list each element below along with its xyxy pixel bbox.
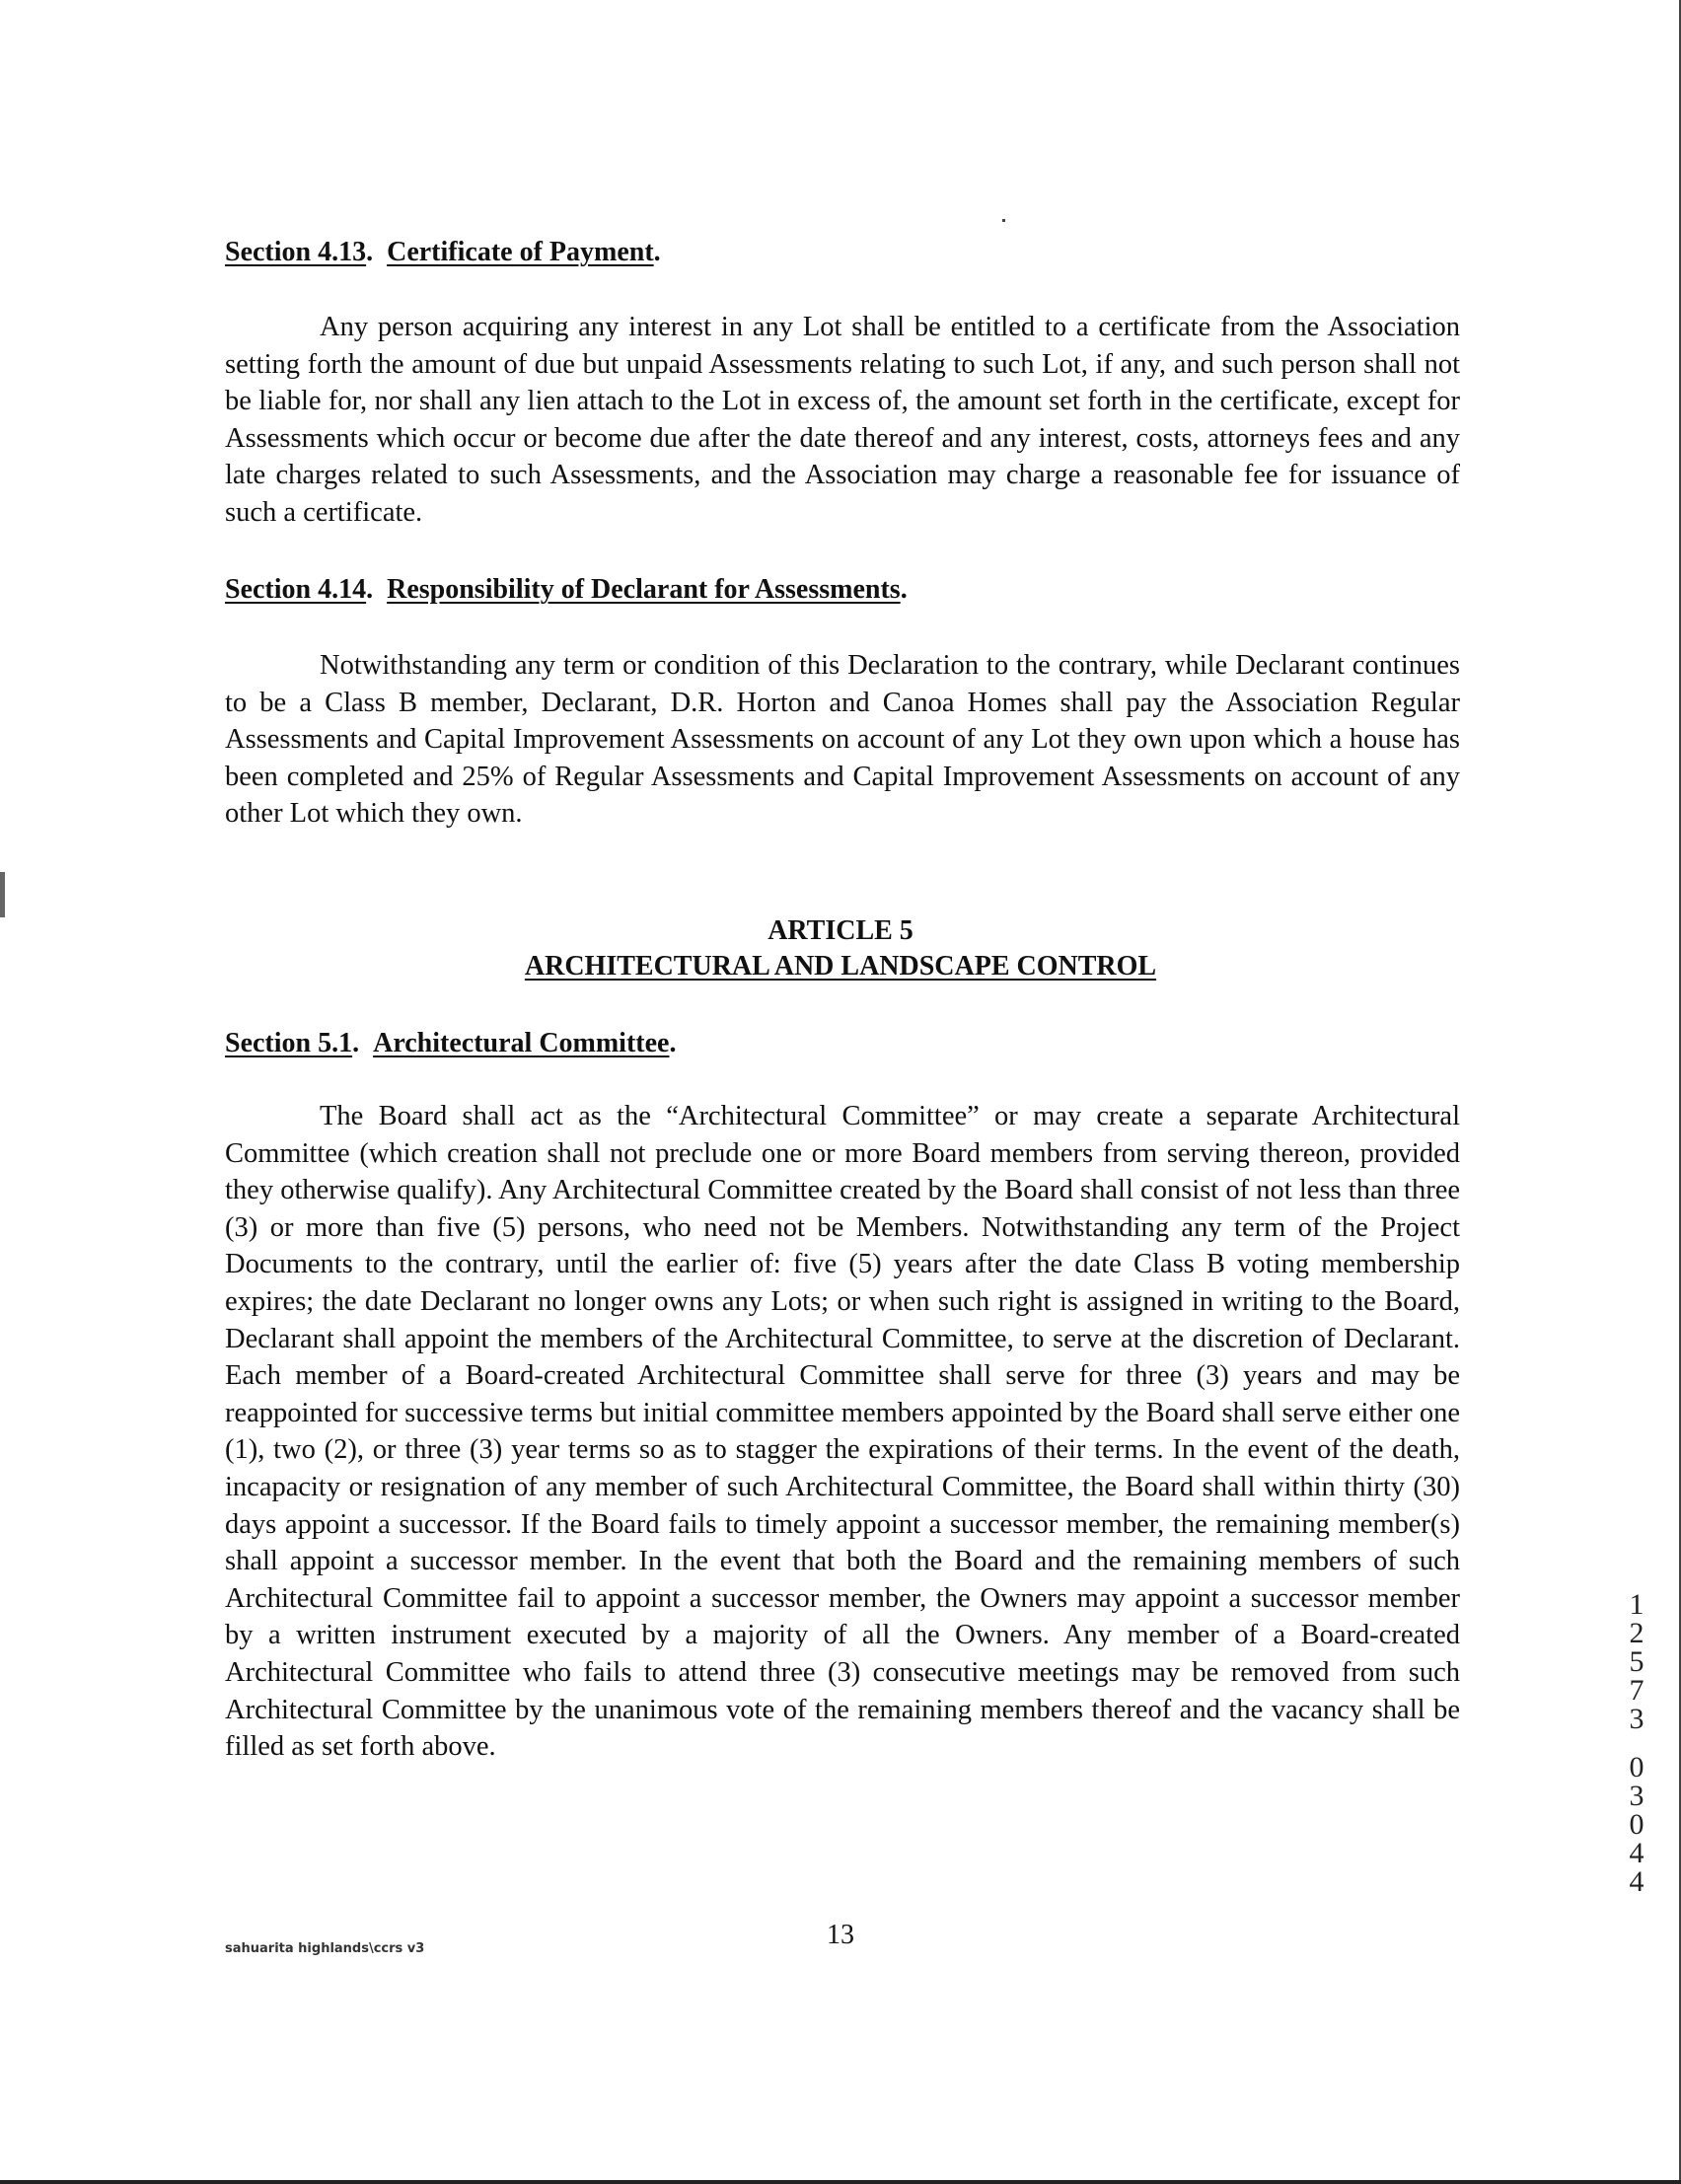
stamp-digit: 3 — [1629, 1780, 1644, 1812]
section-5-1-heading: Section 5.1. Architectural Committee. — [225, 1028, 677, 1058]
section-title: Certificate of Payment — [387, 237, 654, 267]
stamp-digit: 5 — [1629, 1645, 1644, 1678]
recording-stamp — [1620, 1590, 1653, 1896]
stamp-gap — [1620, 1733, 1653, 1753]
stamp-digit: 2 — [1629, 1617, 1644, 1649]
section-4-13-heading: Section 4.13. Certificate of Payment. — [225, 237, 661, 267]
stamp-digit: 3 — [1629, 1703, 1644, 1735]
section-4-14-body: Notwithstanding any term or condition of this Declaration to the contrary, while Declarant continues to be a Class B member, Declarant, D.R. Horton and Canoa Homes shall pay the Association Regular Assessments and Capital Improvement Assessments on account of any Lot they own upon which a house has been completed and 25% of Regular Assessments and Capital Improvement Assessments on account of any other Lot which they own. — [225, 650, 1460, 830]
scan-speck — [1002, 219, 1005, 222]
stamp-digit: 1 — [1629, 1588, 1644, 1621]
article-title-text: ARCHITECTURAL AND LANDSCAPE CONTROL — [524, 951, 1157, 982]
section-number: Section 4.13 — [225, 237, 367, 267]
section-4-13-body: Any person acquiring any interest in any Lot shall be entitled to a certificate from the Association setting forth the amount of due but unpaid Assessments relating to such Lot, if any, and such person shall not be liable for, nor shall any lien attach to the Lot in excess of, the amount set forth in the certificate, except for Assessments which occur or become due after the date thereof and any interest, costs, attorneys fees and any late charges related to such Assessments, and the Association may charge a reasonable fee for issuance of such a certificate. — [225, 312, 1460, 528]
section-4-14-heading: Section 4.14. Responsibility of Declarant for Assessments. — [225, 574, 908, 605]
section-title: Responsibility of Declarant for Assessments — [387, 574, 901, 605]
section-number: Section 5.1 — [225, 1028, 353, 1058]
page-number: 13 — [827, 1920, 854, 1950]
section-title: Architectural Committee — [373, 1028, 670, 1058]
scan-edge-mark — [0, 872, 5, 917]
footer-file-path: sahuarita highlands\ccrs v3 — [225, 1941, 425, 1956]
stamp-digit: 7 — [1629, 1674, 1644, 1707]
stamp-digit: 4 — [1629, 1837, 1644, 1869]
article-label: ARTICLE 5 — [767, 915, 914, 946]
stamp-digit: 4 — [1629, 1865, 1644, 1898]
article-title — [0, 951, 1681, 983]
stamp-digit: 0 — [1629, 1751, 1644, 1784]
stamp-digit: 0 — [1629, 1808, 1644, 1841]
section-5-1-body: The Board shall act as the “Architectural Committee” or may create a separate Architectural Committee (which creation shall not preclude one or more Board members from serving thereon, provided they otherwise qualify). Any Architectural Committee created by the Board shall consist of not less than three (3) or more than five (5) persons, who need not be Members. Notwithstanding any term of the Project Documents to the contrary, until the earlier of: five (5) years after the date Class B voting membership expires; the date Declarant no longer owns any Lots; or when such right is assigned in writing to the Board, Declarant shall appoint the members of the Architectural Committee, to serve at the discretion of Declarant. Each member of a Board-created Architectural Committee shall serve for three (3) years and may be reappointed for successive terms but initial committee members appointed by the Board shall serve either one (1), two (2), or three (3) year terms so as to stagger the expirations of their terms. In the event of the death, incapacity or resignation of any member of such Architectural Committee, the Board shall within thirty (30) days appoint a successor. If the Board fails to timely appoint a successor member, the remaining member(s) shall appoint a successor member. In the event that both the Board and the remaining members of such Architectural Committee fail to appoint a successor member, the Owners may appoint a successor member by a written instrument executed by a majority of all the Owners. Any member of a Board-created Architectural Committee who fails to attend three (3) consecutive meetings may be removed from such Architectural Committee by the unanimous vote of the remaining members thereof and the vacancy shall be filled as set forth above. — [225, 1101, 1460, 1763]
scan-bottom-edge — [0, 2180, 1681, 2184]
section-number: Section 4.14 — [225, 574, 367, 605]
